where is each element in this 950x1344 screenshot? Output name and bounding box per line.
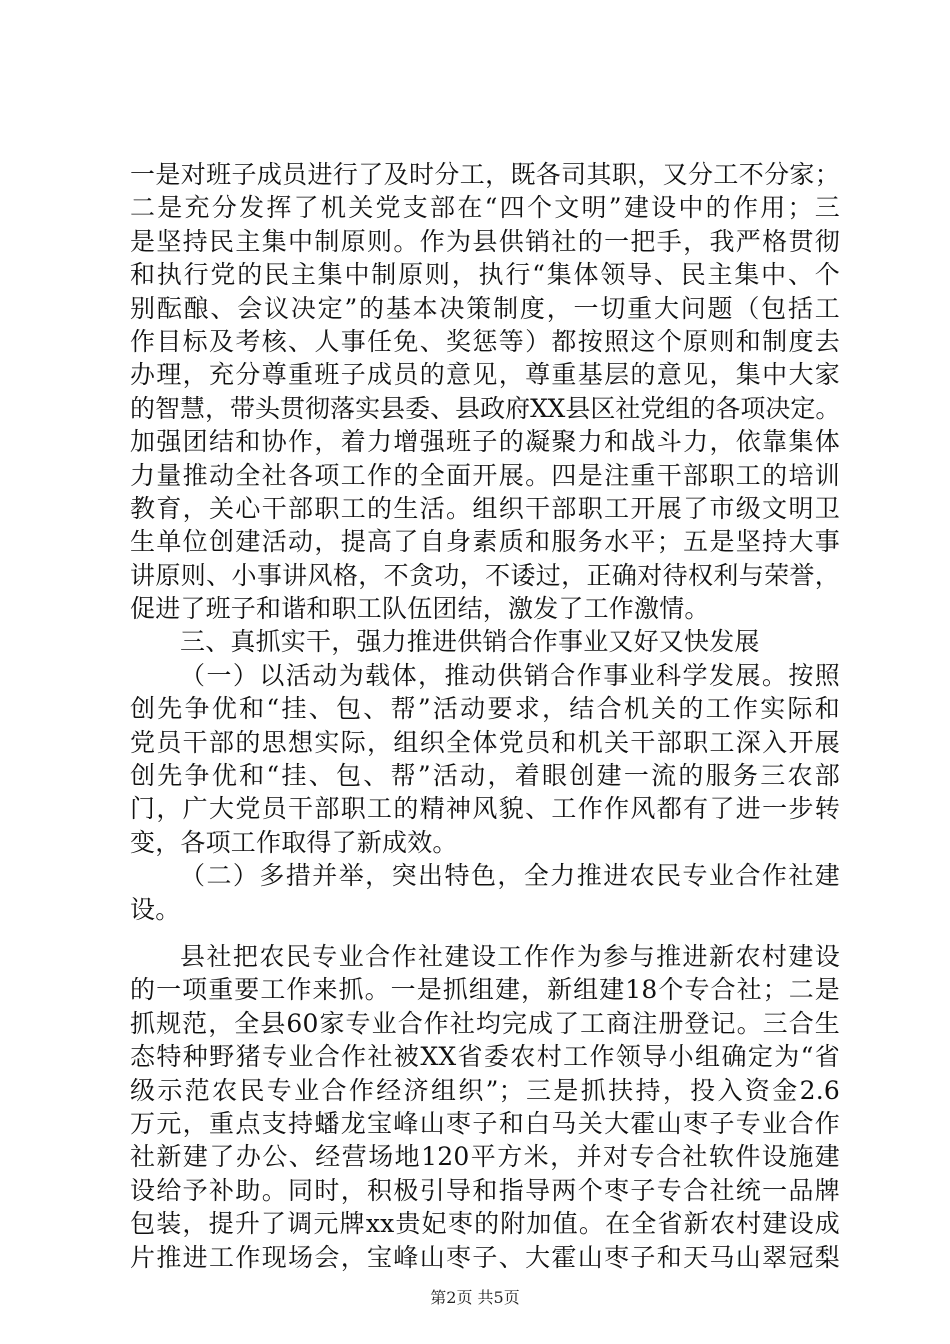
text-line: 县社把农民专业合作社建设工作作为参与推进新农村建设 [180,941,840,971]
text-line: 力量推动全社各项工作的全面开展。四是注重干部职工的培训 [130,460,840,490]
text-line: 作目标及考核、人事任免、奖惩等）都按照这个原则和制度去 [130,326,840,356]
text-line: 社新建了办公、经营场地120平方米，并对专合社软件设施建 [130,1142,840,1172]
text-line: 和执行党的民主集中制原则，执行“集体领导、民主集中、个 [130,260,840,290]
text-line: 讲原则、小事讲风格，不贪功，不诿过，正确对待权利与荣誉， [130,560,840,590]
text-line: 别酝酿、会议决定”的基本决策制度，一切重大问题（包括工 [130,293,840,323]
paragraph-gap [130,926,840,940]
text-line: 级示范农民专业合作经济组织”；三是抓扶持，投入资金2.6 [130,1075,840,1105]
text-line: 态特种野猪专业合作社被XX省委农村工作领导小组确定为“省 [130,1042,840,1072]
page-footer: 第2页 共5页 [430,1288,520,1307]
subsection-heading: （一）以活动为载体，推动供销合作事业科学发展。按照 [180,660,840,690]
section-heading: 三、真抓实干，强力推进供销合作事业又好又快发展 [180,627,760,657]
text-line: 促进了班子和谐和职工队伍团结，激发了工作激情。 [130,594,710,624]
text-line: 是坚持民主集中制原则。作为县供销社的一把手，我严格贯彻 [130,226,840,256]
text-line: 创先争优和“挂、包、帮”活动要求，结合机关的工作实际和 [130,694,840,724]
document-body [130,158,840,1274]
text-line: 变，各项工作取得了新成效。 [130,827,458,857]
text-line: 的智慧，带头贯彻落实县委、县政府XX县区社党组的各项决定。 [130,393,840,423]
text-line: 设。 [130,894,181,924]
text-line: 创先争优和“挂、包、帮”活动，着眼创建一流的服务三农部 [130,761,840,791]
text-line: 的一项重要工作来抓。一是抓组建，新组建18个专合社；二是 [130,975,840,1005]
text-line: 一是对班子成员进行了及时分工，既各司其职，又分工不分家； [130,160,840,189]
text-line: 加强团结和协作，着力增强班子的凝聚力和战斗力，依靠集体 [130,427,840,457]
text-line: 办理，充分尊重班子成员的意见，尊重基层的意见，集中大家 [130,360,840,390]
text-line: 抓规范，全县60家专业合作社均完成了工商注册登记。三合生 [130,1008,840,1038]
text-line: 教育，关心干部职工的生活。组织干部职工开展了市级文明卫 [130,493,840,523]
text-line: 二是充分发挥了机关党支部在“四个文明”建设中的作用；三 [130,193,840,223]
text-line: 党员干部的思想实际，组织全体党员和机关干部职工深入开展 [130,727,840,757]
text-line: 门，广大党员干部职工的精神风貌、工作作风都有了进一步转 [130,794,840,824]
text-line: 万元，重点支持蟠龙宝峰山枣子和白马关大霍山枣子专业合作 [130,1108,840,1138]
text-line: 设给予补助。同时，积极引导和指导两个枣子专合社统一品牌 [130,1175,840,1205]
subsection-heading: （二）多措并举，突出特色，全力推进农民专业合作社建 [180,861,840,891]
text-line: 片推进工作现场会，宝峰山枣子、大霍山枣子和天马山翠冠梨 [130,1242,840,1272]
text-line: 生单位创建活动，提高了自身素质和服务水平；五是坚持大事 [130,527,840,557]
text-line: 包装，提升了调元牌xx贵妃枣的附加值。在全省新农村建设成 [130,1209,840,1239]
